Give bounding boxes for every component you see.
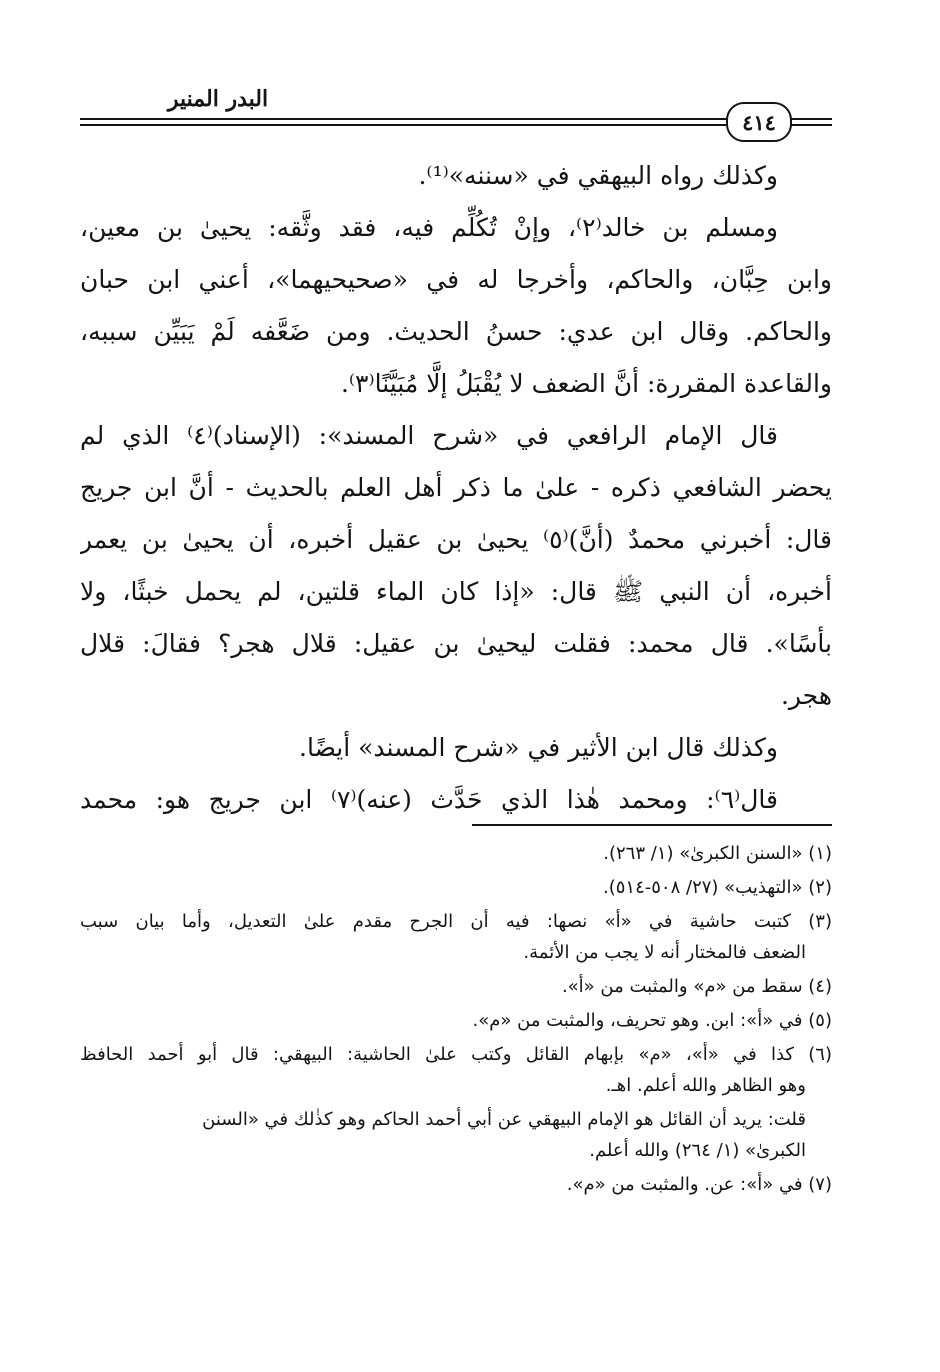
footnote: (١) «السنن الكبرىٰ» (١/ ٢٦٣). [603, 843, 832, 864]
text-line: والحاكم. وقال ابن عدي: حسنُ الحديث. ومن ضَعَّفه لَمْ يَبَيِّن سببه، [80, 317, 832, 346]
header-rule [80, 124, 730, 126]
footnote-continuation: الضعف فالمختار أنه لا يجب من الأئمة. [523, 942, 806, 963]
header-rule [786, 124, 832, 126]
footnote: (٢) «التهذيب» (٢٧/ ٥٠٨-٥١٤). [603, 877, 832, 898]
footnote: (٦) كذا في «أ»، «م» بإبهام القائل وكتب علىٰ الحاشية: البيهقي: قال أبو أحمد الحافظ [80, 1044, 832, 1065]
footnote: (٥) في «أ»: ابن. وهو تحريف، والمثبت من «م». [472, 1010, 832, 1031]
text-line: قال: أخبرني محمدٌ (أنَّ)⁽٥⁾ يحيىٰ بن عقيل أخبره، أن يحيىٰ بن يعمر [80, 525, 832, 554]
text-line: بأسًا». قال محمد: فقلت ليحيىٰ بن عقيل: قلال هجر؟ فقالَ: قلال [80, 629, 832, 658]
header-rule [786, 118, 832, 120]
text-line: وكذلك رواه البيهقي في «سننه»⁽¹⁾. [418, 161, 778, 190]
footnote: (٣) كتبت حاشية في «أ» نصها: فيه أن الجرح مقدم علىٰ التعديل، وأما بيان سبب [80, 911, 832, 932]
page-header [80, 86, 832, 135]
footnote-continuation: الكبرىٰ» (١/ ٢٦٤) والله أعلم. [589, 1140, 806, 1161]
text-line: قال الإمام الرافعي في «شرح المسند»: (الإسناد)⁽٤⁾ الذي لم [80, 421, 778, 450]
footnotes [80, 838, 832, 1200]
header-rule [80, 118, 730, 120]
text-line: قال⁽٦⁾: ومحمد هٰذا الذي حَدَّث (عنه)⁽٧⁾ ابن جريج هو: محمد [80, 785, 778, 814]
footnote: (٧) في «أ»: عن. والمثبت من «م». [566, 1174, 832, 1195]
text-line: وكذلك قال ابن الأثير في «شرح المسند» أيضًا. [299, 733, 778, 762]
text-line: وابن حِبَّان، والحاكم، وأخرجا له في «صحيحيهما»، أعني ابن حبان [80, 265, 832, 294]
text-line: أخبره، أن النبي ﷺ قال: «إذا كان الماء قلتين، لم يحمل خبثًا، ولا [80, 577, 832, 606]
text-line: هجر. [780, 681, 832, 710]
page-number: ٤١٤ [726, 102, 792, 142]
text-line: والقاعدة المقررة: أنَّ الضعف لا يُقْبَلُ إلَّا مُبَيَّنًا⁽٣⁾. [340, 369, 832, 398]
text-line: يحضر الشافعي ذكره - علىٰ ما ذكر أهل العلم بالحديث - أنَّ ابن جريج [80, 473, 832, 502]
footnote-continuation: وهو الظاهر والله أعلم. اهـ. [605, 1075, 806, 1096]
footnote-continuation: قلت: يريد أن القائل هو الإمام البيهقي عن أبي أحمد الحاكم وهو كذٰلك في «السنن [202, 1109, 806, 1130]
text-line: ومسلم بن خالد⁽٢⁾، وإنْ تُكُلِّم فيه، فقد وثَّقه: يحيىٰ بن معين، [80, 213, 778, 242]
footnote-separator [472, 824, 832, 826]
main-text [80, 150, 832, 826]
footnote: (٤) سقط من «م» والمثبت من «أ». [561, 976, 832, 997]
running-title: البدر المنير [167, 86, 269, 112]
